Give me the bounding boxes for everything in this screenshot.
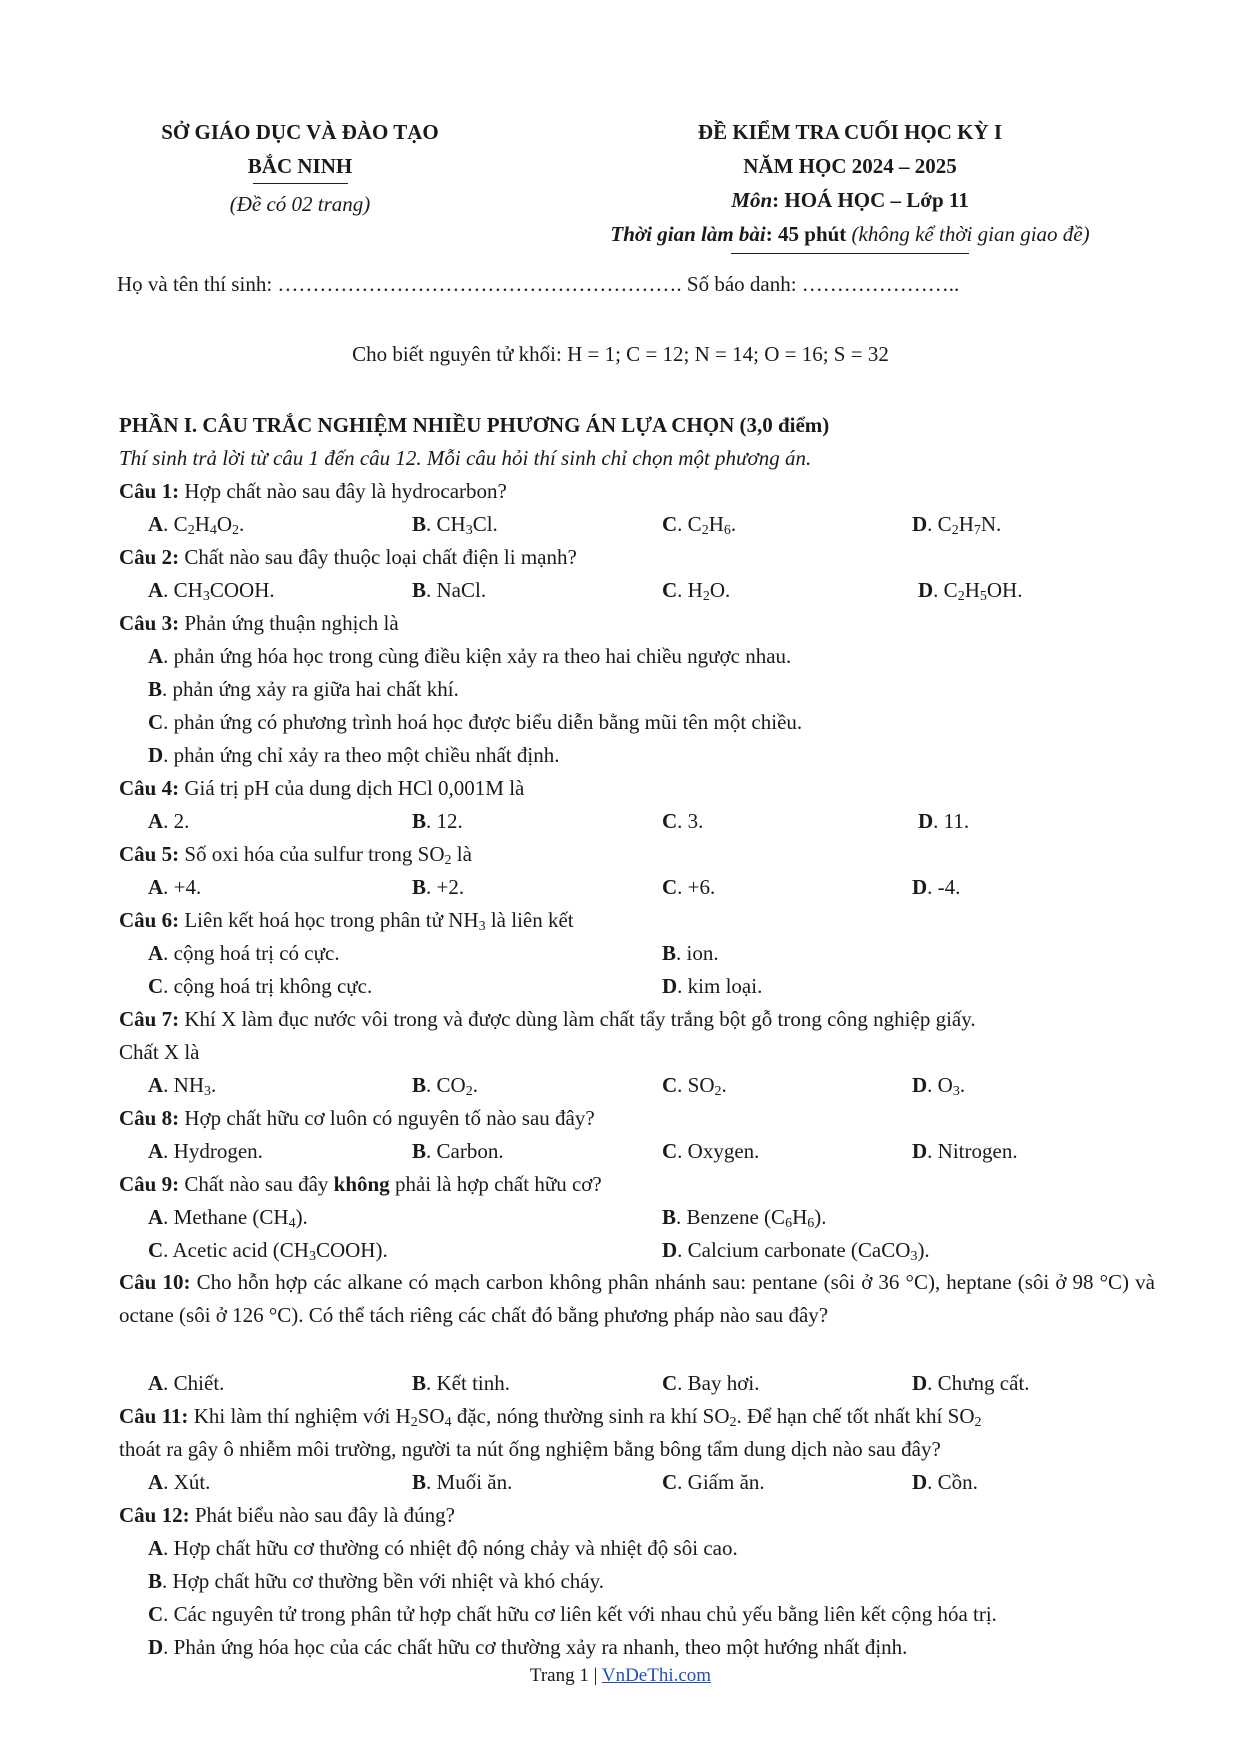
page-number: Trang 1 |: [529, 1665, 602, 1686]
question-11-cont: thoát ra gây ô nhiễm môi trường, người ta nút ống nghiệm bằng bông tẩm dung dịch nào sau đây?: [119, 1437, 941, 1461]
question-4: [119, 773, 524, 803]
subject-label: Môn: [731, 188, 773, 212]
q8-option-c: C. Oxygen.: [662, 1139, 760, 1163]
q11-option-a: A. Xút.: [148, 1470, 211, 1494]
q12-option-b: B. Hợp chất hữu cơ thường bền với nhiệt và khó cháy.: [148, 1569, 604, 1593]
q1-option-d: D. $C_2H_7N$.: [912, 512, 1002, 538]
q7-option-c: C. $SO_2$.: [662, 1073, 727, 1099]
q10-text: Cho hỗn hợp các alkane có mạch carbon không phân nhánh sau: pentane (sôi ở 36 °C), heptane (sôi ở 98 °C) và octane (sôi ở 126 °C). Có thể tách riêng các chất đó bằng phương pháp nào sau đây?: [119, 1270, 1155, 1327]
q1-text: Hợp chất nào sau đây là hydrocarbon?: [179, 479, 507, 503]
q9-option-a: A. Methane $(CH_4)$.: [148, 1205, 308, 1231]
header-right: [530, 115, 1170, 254]
page-footer: [0, 1665, 1241, 1687]
q12-option-c: C. Các nguyên tử trong phân tử hợp chất hữu cơ liên kết với nhau chủ yếu bằng liên kết cộng hóa trị.: [148, 1602, 997, 1626]
question-7-cont: Chất X là: [119, 1040, 200, 1064]
q8-option-b: B. Carbon.: [412, 1139, 504, 1163]
header-left: [100, 115, 500, 221]
q3-text: Phản ứng thuận nghịch là: [179, 611, 399, 635]
q5-text: Số oxi hóa của sulfur trong SO: [179, 842, 445, 866]
q3-option-a: A. phản ứng hóa học trong cùng điều kiện xảy ra theo hai chiều ngược nhau.: [148, 644, 792, 668]
q8-option-d: D. Nitrogen.: [912, 1139, 1018, 1163]
q9-option-b: B. Benzene $(C_6H_6)$.: [662, 1205, 827, 1231]
subject-value: : HOÁ HỌC – Lớp 11: [772, 188, 969, 212]
q10-option-d: D. Chưng cất.: [912, 1371, 1030, 1395]
q10-option-a: A. Chiết.: [148, 1371, 225, 1395]
q4-option-c: C. 3.: [662, 809, 704, 833]
q4-option-a: A. 2.: [148, 809, 190, 833]
q10-option-c: C. Bay hơi.: [662, 1371, 760, 1395]
question-7: [119, 1004, 976, 1034]
q7-text: Khí X làm đục nước vôi trong và được dùng làm chất tẩy trắng bột gỗ trong công nghiệp giấy.: [179, 1007, 976, 1031]
candidate-name-line: Họ và tên thí sinh: …………………………………………………. Số báo danh: …………………..: [117, 272, 960, 296]
q12-option-d: D. Phản ứng hóa học của các chất hữu cơ thường xảy ra nhanh, theo một hướng nhất định.: [148, 1635, 908, 1659]
q5-option-a: A. +4.: [148, 875, 202, 899]
header-left-rule: [253, 183, 348, 184]
q11-option-d: D. Cồn.: [912, 1470, 978, 1494]
q9-label: Câu 9:: [119, 1172, 180, 1196]
q2-option-d: D. $C_2H_5OH$.: [918, 578, 1023, 604]
exam-title: ĐỀ KIỂM TRA CUỐI HỌC KỲ I: [697, 120, 1003, 144]
question-3: [119, 608, 399, 638]
province-name: BẮC NINH: [247, 154, 353, 178]
q3-option-c: C. phản ứng có phương trình hoá học được biểu diễn bằng mũi tên một chiều.: [148, 710, 803, 734]
part1-instruction: Thí sinh trả lời từ câu 1 đến câu 12. Mỗi câu hỏi thí sinh chỉ chọn một phương án.: [119, 446, 812, 470]
q5-option-d: D. -4.: [912, 875, 961, 899]
q9-option-d: D. Calcium carbonate (CaCO$_3$).: [662, 1238, 930, 1264]
q11-option-c: C. Giấm ăn.: [662, 1470, 765, 1494]
q3-label: Câu 3:: [119, 611, 180, 635]
question-9: Câu 9: Chất nào sau đây không phải là hợp chất hữu cơ?: [119, 1172, 602, 1196]
q12-text: Phát biểu nào sau đây là đúng?: [189, 1503, 455, 1527]
q6-option-d: D. kim loại.: [662, 974, 763, 998]
q7-option-b: B. $CO_2$.: [412, 1073, 478, 1099]
q5-option-b: B. +2.: [412, 875, 465, 899]
q5-option-c: C. +6.: [662, 875, 716, 899]
q12-label: Câu 12:: [119, 1503, 190, 1527]
time-value: : 45 phút: [765, 222, 852, 246]
question-10: [119, 1266, 1155, 1332]
q6-label: Câu 6:: [119, 908, 180, 932]
question-8: [119, 1103, 595, 1133]
q12-option-a: A. Hợp chất hữu cơ thường có nhiệt độ nóng chảy và nhiệt độ sôi cao.: [148, 1536, 738, 1560]
q4-text: Giá trị pH của dung dịch HCl 0,001M là: [179, 776, 525, 800]
q7-option-d: D. $O_3$.: [912, 1073, 966, 1099]
q2-text: Chất nào sau đây thuộc loại chất điện li mạnh?: [179, 545, 577, 569]
q1-label: Câu 1:: [119, 479, 180, 503]
q4-label: Câu 4:: [119, 776, 180, 800]
header-right-rule: [731, 253, 969, 254]
department-name: SỞ GIÁO DỤC VÀ ĐÀO TẠO: [161, 120, 439, 144]
atomic-masses: Cho biết nguyên tử khối: H = 1; C = 12; N = 14; O = 16; S = 32: [352, 342, 889, 366]
question-2: [119, 542, 577, 572]
question-1: [119, 476, 507, 506]
pages-note: (Đề có 02 trang): [229, 192, 371, 216]
q5-label: Câu 5:: [119, 842, 180, 866]
site-link[interactable]: VnDeThi.com: [601, 1665, 712, 1686]
q2-option-b: B. NaCl.: [412, 578, 487, 602]
q10-option-b: B. Kết tinh.: [412, 1371, 511, 1395]
q6-option-a: A. cộng hoá trị có cực.: [148, 941, 340, 965]
time-label: Thời gian làm bài: [610, 222, 766, 246]
q11-option-b: B. Muối ăn.: [412, 1470, 513, 1494]
school-year: NĂM HỌC 2024 – 2025: [743, 154, 957, 178]
q1-option-c: C. $C_2H_6$.: [662, 512, 737, 538]
q8-label: Câu 8:: [119, 1106, 180, 1130]
q3-option-d: D. phản ứng chỉ xảy ra theo một chiều nhất định.: [148, 743, 560, 767]
q2-option-a: A. $CH_3COOH$.: [148, 578, 275, 604]
q2-option-c: C. $H_2O$.: [662, 578, 731, 604]
q8-option-a: A. Hydrogen.: [148, 1139, 263, 1163]
subject-line: [530, 183, 1170, 217]
question-12: [119, 1500, 455, 1530]
question-11: Câu 11: Khi làm thí nghiệm với $H_2SO_4$ đặc, nóng thường sinh ra khí $SO_2$. Để hạn chế tốt nhất khí $SO_2$: [119, 1404, 982, 1430]
time-note: (không kể thời gian giao đề): [851, 222, 1090, 246]
q2-label: Câu 2:: [119, 545, 180, 569]
q6-option-b: B. ion.: [662, 941, 719, 965]
question-6: Câu 6: Liên kết hoá học trong phân tử $NH_3$ là liên kết: [119, 908, 574, 934]
q8-text: Hợp chất hữu cơ luôn có nguyên tố nào sau đây?: [179, 1106, 595, 1130]
q6-text: Liên kết hoá học trong phân tử NH: [179, 908, 479, 932]
question-5: Câu 5: Số oxi hóa của sulfur trong $SO_2$ là: [119, 842, 472, 868]
q4-option-d: D. 11.: [918, 809, 970, 833]
q1-option-b: B. $CH_3Cl$.: [412, 512, 498, 538]
q10-label: Câu 10:: [119, 1270, 191, 1294]
q7-option-a: A. $NH_3$.: [148, 1073, 217, 1099]
part1-title: PHẦN I. CÂU TRẮC NGHIỆM NHIỀU PHƯƠNG ÁN LỰA CHỌN (3,0 điểm): [119, 413, 830, 437]
q1-option-a: A. $C_2H_4O_2$.: [148, 512, 245, 538]
time-line: [530, 217, 1170, 251]
q9-option-c: C. Acetic acid $(CH_3COOH)$.: [148, 1238, 388, 1264]
q4-option-b: B. 12.: [412, 809, 463, 833]
q6-option-c: C. cộng hoá trị không cực.: [148, 974, 373, 998]
q11-label: Câu 11:: [119, 1404, 189, 1428]
q3-option-b: B. phản ứng xảy ra giữa hai chất khí.: [148, 677, 459, 701]
q7-label: Câu 7:: [119, 1007, 180, 1031]
